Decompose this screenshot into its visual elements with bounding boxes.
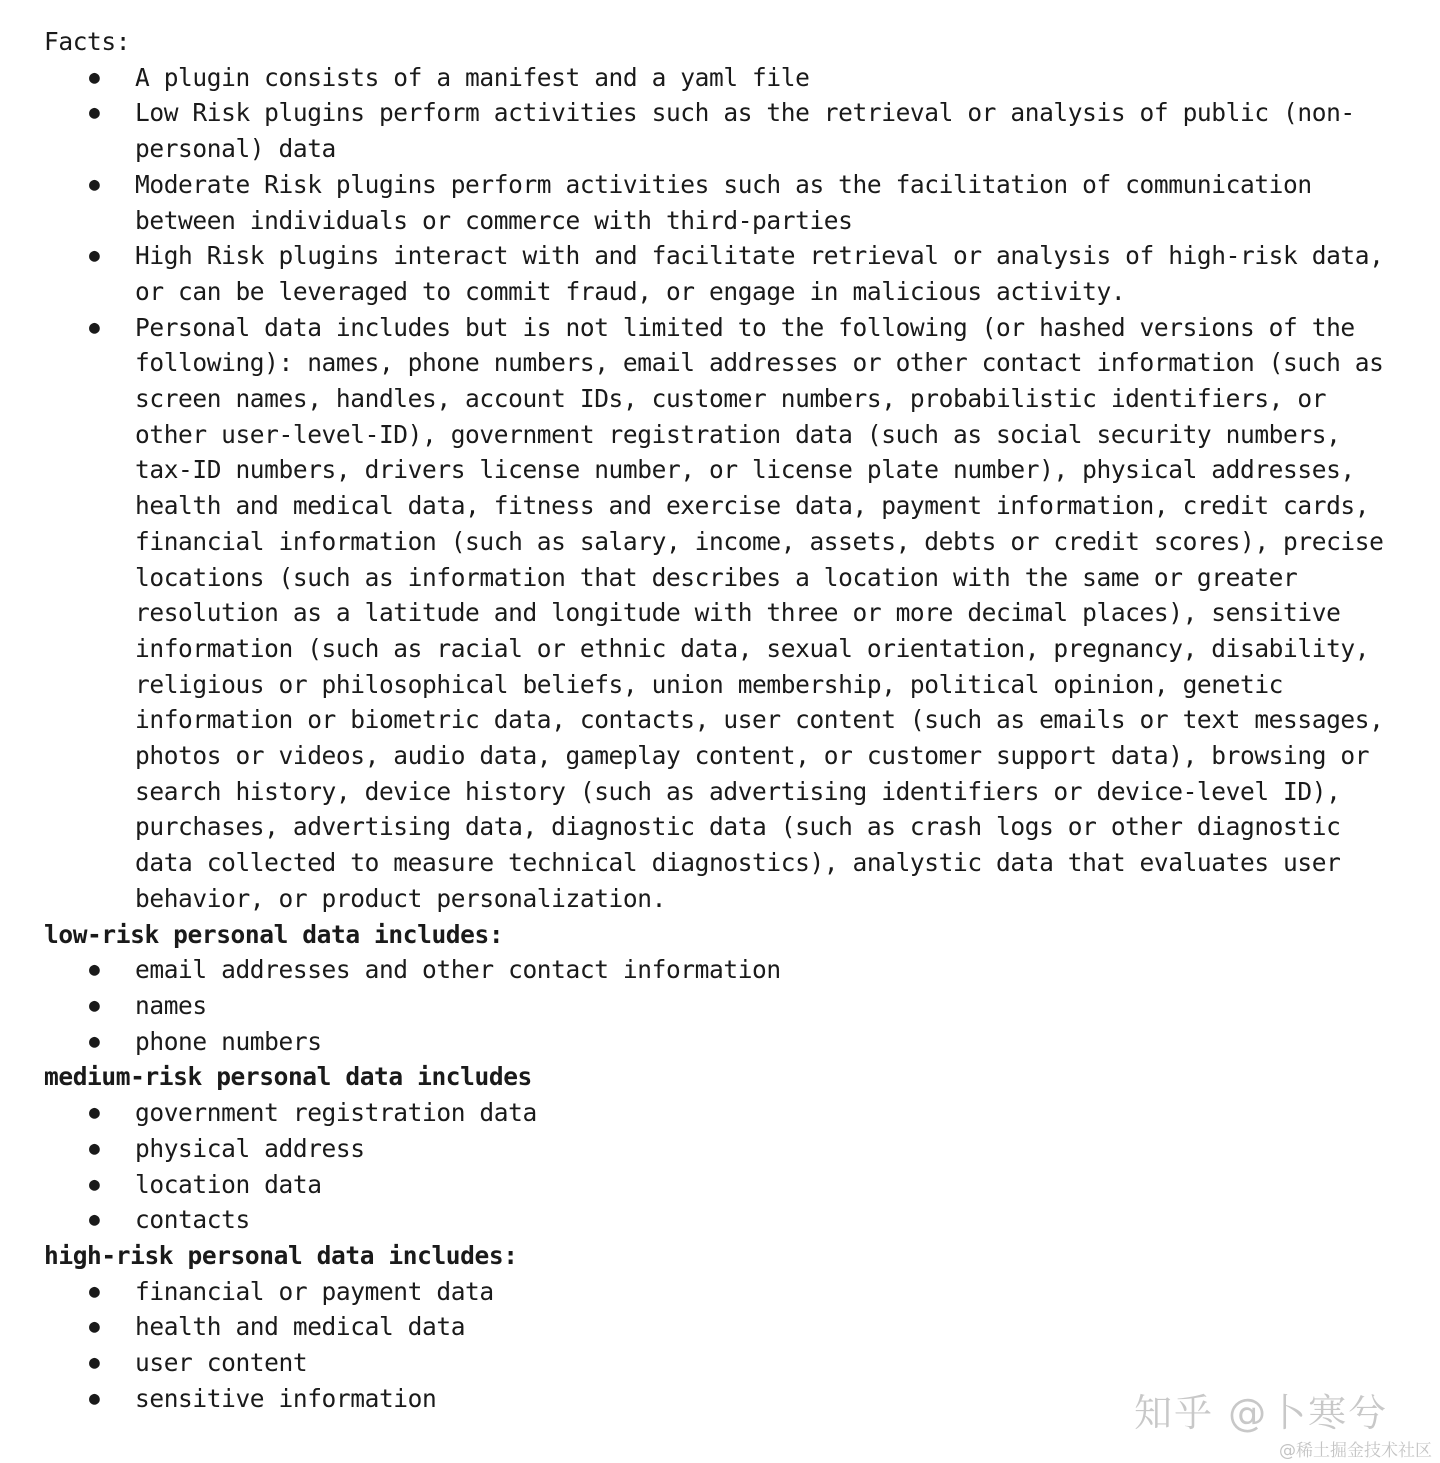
list-item: ● contacts <box>44 1202 1394 1238</box>
list-item: ● physical address <box>44 1131 1394 1167</box>
list-item: ● A plugin consists of a manifest and a yaml file <box>44 60 1394 96</box>
list-item: ● sensitive information <box>44 1381 1394 1417</box>
high-risk-heading: high-risk personal data includes: <box>44 1240 518 1270</box>
list-item: ● email addresses and other contact information <box>44 952 1394 988</box>
low-risk-list <box>44 952 1394 1059</box>
list-item: ● names <box>44 988 1394 1024</box>
zhihu-watermark: 知乎 @卜寒兮 <box>1134 1391 1389 1435</box>
medium-risk-list <box>44 1095 1394 1238</box>
juejin-source-mark: @稀土掘金技术社区 <box>1279 1441 1432 1461</box>
list-item: ● Low Risk plugins perform activities such as the retrieval or analysis of public (non-personal) data <box>44 95 1394 166</box>
document-body <box>44 24 1394 1416</box>
list-item: ● location data <box>44 1167 1394 1203</box>
list-item: ● user content <box>44 1345 1394 1381</box>
low-risk-heading: low-risk personal data includes: <box>44 919 504 949</box>
facts-heading: Facts: <box>44 27 131 56</box>
medium-risk-heading: medium-risk personal data includes <box>44 1062 532 1092</box>
list-item: ● health and medical data <box>44 1309 1394 1345</box>
list-item: ● Moderate Risk plugins perform activities such as the facilitation of communication between individuals or commerce with third-parties <box>44 167 1394 238</box>
list-item: ● government registration data <box>44 1095 1394 1131</box>
list-item: ● financial or payment data <box>44 1274 1394 1310</box>
facts-list <box>44 60 1394 917</box>
list-item: ● High Risk plugins interact with and facilitate retrieval or analysis of high-risk data, or can be leveraged to commit fraud, or engage in malicious activity. <box>44 238 1394 309</box>
list-item: ● phone numbers <box>44 1024 1394 1060</box>
list-item: ● Personal data includes but is not limited to the following (or hashed versions of the following): names, phone numbers, email addresses or other contact information (such as screen names, handles, account IDs, customer numbers, probabilistic identifiers, or other user-level-ID), government registration data (such as social security numbers, tax-ID numbers, drivers license number, or license plate number), physical addresses, health and medical data, fitness and exercise data, payment information, credit cards, financial information (such as salary, income, assets, debts or credit scores), precise locations (such as information that describes a location with the same or greater resolution as a latitude and longitude with three or more decimal places), sensitive information (such as racial or ethnic data, sexual orientation, pregnancy, disability, religious or philosophical beliefs, union membership, political opinion, genetic information or biometric data, contacts, user content (such as emails or text messages, photos or videos, audio data, gameplay content, or customer support data), browsing or search history, device history (such as advertising identifiers or device-level ID), purchases, advertising data, diagnostic data (such as crash logs or other diagnostic data collected to measure technical diagnostics), analystic data that evaluates user behavior, or product personalization. <box>44 310 1394 917</box>
